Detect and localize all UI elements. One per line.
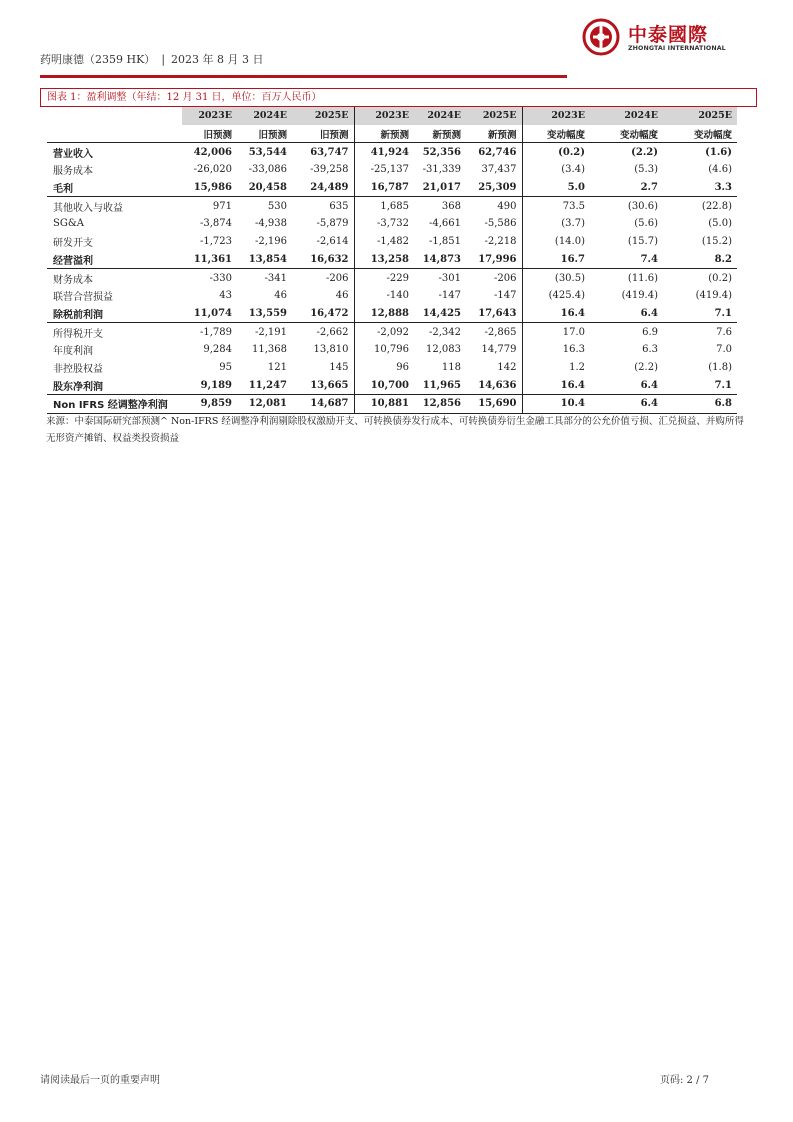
row-value: (30.5): [522, 269, 590, 287]
row-value: 12,856: [414, 395, 466, 414]
earnings-table: [47, 107, 737, 414]
row-value: 95: [219, 361, 232, 373]
row-value: 1.2: [522, 359, 590, 377]
brand-logo: [582, 16, 732, 60]
row-value: 145: [329, 361, 349, 373]
header-year-cell: 2025E: [466, 107, 522, 125]
row-value: 6.8: [663, 395, 737, 414]
row-value: 17,996: [466, 251, 522, 269]
row-value: -4,661: [428, 218, 461, 230]
row-value: 25,309: [466, 179, 522, 197]
row-value: 13,854: [237, 251, 292, 269]
row-label: 研发开支: [53, 238, 93, 250]
row-value: 1,685: [354, 197, 414, 215]
row-value: (4.6): [708, 164, 732, 176]
row-value: 7.1: [663, 305, 737, 323]
row-value: -31,339: [422, 164, 461, 176]
row-value: -147: [438, 290, 461, 302]
header-sub-cell: 旧预测: [292, 125, 354, 143]
row-value: 11,074: [182, 305, 237, 323]
header-sub-cell: 变动幅度: [663, 125, 737, 143]
row-value: -301: [438, 272, 461, 284]
table-row: [47, 143, 737, 161]
row-value: -3,874: [199, 218, 232, 230]
row-value: 12,083: [426, 344, 461, 356]
row-value: 6.4: [590, 305, 663, 323]
row-label: 所得税开支: [53, 328, 103, 340]
row-value: 13,810: [313, 344, 349, 356]
row-value: (5.6): [634, 218, 658, 230]
row-value: -341: [264, 272, 287, 284]
row-value: 11,361: [182, 251, 237, 269]
row-label: Non IFRS 经调整净利润: [47, 395, 182, 414]
row-value: 5.0: [522, 179, 590, 197]
row-value: 10,796: [354, 341, 414, 359]
header-year-cell: 2023E: [182, 107, 237, 125]
row-value: 43: [219, 290, 232, 302]
row-label: 财务成本: [53, 274, 93, 286]
row-value: (425.4): [522, 287, 590, 305]
header-year-cell: 2023E: [354, 107, 414, 125]
table-row: [47, 395, 737, 414]
row-value: 121: [267, 361, 287, 373]
row-value: 6.3: [642, 344, 658, 356]
row-value: (5.3): [634, 164, 658, 176]
row-label: 营业收入: [53, 148, 93, 160]
row-value: 635: [329, 200, 349, 212]
row-value: 16.7: [522, 251, 590, 269]
header-sub-cell: 变动幅度: [590, 125, 663, 143]
report-header: [40, 51, 264, 67]
footer-disclaimer: 请阅读最后一页的重要声明: [40, 1075, 160, 1086]
table-row: [47, 179, 737, 197]
table-row: [47, 323, 737, 341]
row-value: -1,851: [428, 236, 461, 248]
row-value: 42,006: [193, 146, 232, 158]
row-value: (1.8): [708, 361, 732, 373]
row-value: 9,189: [182, 376, 237, 394]
row-value: 10.4: [522, 395, 590, 414]
row-value: -26,020: [193, 164, 232, 176]
row-value: (5.0): [708, 218, 732, 230]
row-value: 7.1: [663, 376, 737, 394]
row-value: (15.7): [627, 236, 658, 248]
header-year-cell: 2024E: [414, 107, 466, 125]
row-value: (14.0): [522, 233, 590, 251]
row-value: (11.6): [627, 272, 658, 284]
row-value: -1,723: [199, 236, 232, 248]
row-value: 16.4: [522, 305, 590, 323]
row-value: -2,342: [428, 326, 461, 338]
row-value: 6.4: [590, 376, 663, 394]
row-value: 7.6: [716, 326, 732, 338]
row-value: 7.0: [716, 344, 732, 356]
header-sub-cell: 旧预测: [182, 125, 237, 143]
table-row: [47, 287, 737, 305]
row-value: 118: [441, 361, 461, 373]
row-value: 46: [274, 290, 287, 302]
row-value: 16,632: [292, 251, 354, 269]
row-value: -330: [209, 272, 232, 284]
row-value: 37,437: [481, 164, 517, 176]
row-value: 6.9: [642, 326, 658, 338]
table-row: [47, 376, 737, 394]
row-value: 368: [441, 200, 461, 212]
row-value: (419.4): [695, 290, 732, 302]
row-value: -229: [354, 269, 414, 287]
row-value: 11,247: [237, 376, 292, 394]
row-value: 17,643: [466, 305, 522, 323]
header-year-cell: 2024E: [237, 107, 292, 125]
row-value: -3,732: [354, 215, 414, 233]
table-row: [47, 161, 737, 179]
row-value: -147: [494, 290, 517, 302]
row-label: 年度利润: [53, 346, 93, 358]
logo-name-cn: 中泰國際: [628, 24, 709, 46]
table-row: [47, 341, 737, 359]
row-value: -2,191: [254, 326, 287, 338]
row-value: 17.0: [522, 323, 590, 341]
row-value: 20,458: [237, 179, 292, 197]
row-value: 12,081: [237, 395, 292, 414]
row-value: -39,258: [310, 164, 349, 176]
header-blank: [47, 107, 182, 125]
row-value: -2,218: [484, 236, 517, 248]
row-value: 490: [497, 200, 517, 212]
row-value: 9,859: [182, 395, 237, 414]
logo-mark-icon: [582, 18, 620, 56]
header-blank: [47, 125, 182, 143]
logo-name-en: ZHONGTAI INTERNATIONAL: [628, 45, 726, 52]
row-value: -25,137: [354, 161, 414, 179]
header-sub-cell: 新预测: [414, 125, 466, 143]
row-value: 142: [497, 361, 517, 373]
row-value: 2.7: [590, 179, 663, 197]
row-value: 10,881: [354, 395, 414, 414]
row-label: 其他收入与收益: [53, 202, 123, 214]
row-value: 16,472: [292, 305, 354, 323]
report-date: 2023 年 8 月 3 日: [171, 53, 264, 66]
row-value: (22.8): [701, 200, 732, 212]
table-row: [47, 233, 737, 251]
row-value: 53,544: [248, 146, 287, 158]
row-value: -2,662: [316, 326, 349, 338]
row-value: 14,873: [414, 251, 466, 269]
row-value: 15,690: [466, 395, 522, 414]
row-value: 7.4: [590, 251, 663, 269]
company-name: 药明康德（2359 HK）: [40, 53, 156, 66]
row-value: 6.4: [590, 395, 663, 414]
row-value: 96: [354, 359, 414, 377]
row-value: 14,636: [466, 376, 522, 394]
table-caption: 图表 1：盈利调整（年结：12 月 31 日，单位：百万人民币）: [40, 89, 757, 107]
row-label: 非控股权益: [53, 363, 103, 375]
row-value: -206: [494, 272, 517, 284]
row-value: (3.4): [522, 161, 590, 179]
row-value: 530: [267, 200, 287, 212]
row-value: 62,746: [478, 146, 517, 158]
row-value: 14,779: [481, 344, 517, 356]
row-value: -2,092: [354, 323, 414, 341]
table-row: [47, 215, 737, 233]
header-year-cell: 2024E: [590, 107, 663, 125]
row-value: 8.2: [663, 251, 737, 269]
row-value: 971: [212, 200, 232, 212]
row-label: 经营溢利: [47, 251, 182, 269]
row-value: 11,368: [252, 344, 287, 356]
row-value: -33,086: [248, 164, 287, 176]
row-label: 股东净利润: [47, 376, 182, 394]
row-value: (1.6): [705, 146, 732, 158]
row-value: (30.6): [627, 200, 658, 212]
row-value: 13,258: [354, 251, 414, 269]
header-row-year: [47, 107, 737, 125]
row-value: 73.5: [522, 197, 590, 215]
source-note: 来源：中泰国际研究部预测^ Non-IFRS 经调整净利润剔除股权激励开支、可转换债券发行成本、可转换债券衍生金融工具部分的公允价值亏损、汇兑损益、并购所得无形资产摊销、权益类投资损益: [46, 416, 744, 444]
row-value: 11,965: [414, 376, 466, 394]
row-value: 10,700: [354, 376, 414, 394]
row-value: -5,586: [484, 218, 517, 230]
row-value: 12,888: [354, 305, 414, 323]
row-value: 9,284: [203, 344, 232, 356]
row-value: 13,559: [237, 305, 292, 323]
table-row: [47, 269, 737, 287]
row-value: -1,789: [199, 326, 232, 338]
row-value: 41,924: [354, 143, 414, 161]
row-value: 16,787: [354, 179, 414, 197]
table-row: [47, 251, 737, 269]
row-value: (0.2): [708, 272, 732, 284]
row-value: -2,196: [254, 236, 287, 248]
row-value: -2,614: [316, 236, 349, 248]
row-value: 46: [335, 290, 349, 302]
row-value: -1,482: [354, 233, 414, 251]
row-value: (2.2): [631, 146, 658, 158]
row-value: 24,489: [292, 179, 354, 197]
row-value: -5,879: [316, 218, 349, 230]
row-value: -4,938: [254, 218, 287, 230]
header-separator: |: [161, 53, 166, 66]
header-sub-cell: 旧预测: [237, 125, 292, 143]
header-year-cell: 2023E: [522, 107, 590, 125]
row-value: 3.3: [663, 179, 737, 197]
header-year-cell: 2025E: [292, 107, 354, 125]
row-label: 除税前利润: [47, 305, 182, 323]
page-number: 页码: 2 / 7: [660, 1075, 709, 1086]
row-value: 52,356: [422, 146, 461, 158]
row-value: (419.4): [621, 290, 658, 302]
header-rule: [40, 75, 567, 78]
row-value: -2,865: [484, 326, 517, 338]
header-sub-cell: 新预测: [354, 125, 414, 143]
row-value: 63,747: [310, 146, 349, 158]
row-value: 15,986: [182, 179, 237, 197]
table-row: [47, 305, 737, 323]
row-value: -206: [326, 272, 349, 284]
row-value: (3.7): [522, 215, 590, 233]
header-sub-cell: 变动幅度: [522, 125, 590, 143]
row-value: 14,687: [292, 395, 354, 414]
header-row-sub: [47, 125, 737, 143]
row-value: 21,017: [414, 179, 466, 197]
row-label: SG&A: [53, 218, 84, 230]
row-value: (0.2): [522, 143, 590, 161]
row-label: 毛利: [47, 179, 182, 197]
row-value: (15.2): [701, 236, 732, 248]
row-value: -140: [354, 287, 414, 305]
earnings-table-block: [40, 88, 757, 414]
row-value: 16.3: [522, 341, 590, 359]
header-year-cell: 2025E: [663, 107, 737, 125]
row-value: 16.4: [522, 376, 590, 394]
row-value: 13,665: [292, 376, 354, 394]
row-value: (2.2): [634, 361, 658, 373]
row-label: 服务成本: [53, 166, 93, 178]
table-row: [47, 197, 737, 215]
table-row: [47, 359, 737, 377]
header-sub-cell: 新预测: [466, 125, 522, 143]
row-label: 联营合营损益: [53, 292, 113, 304]
row-value: 14,425: [414, 305, 466, 323]
